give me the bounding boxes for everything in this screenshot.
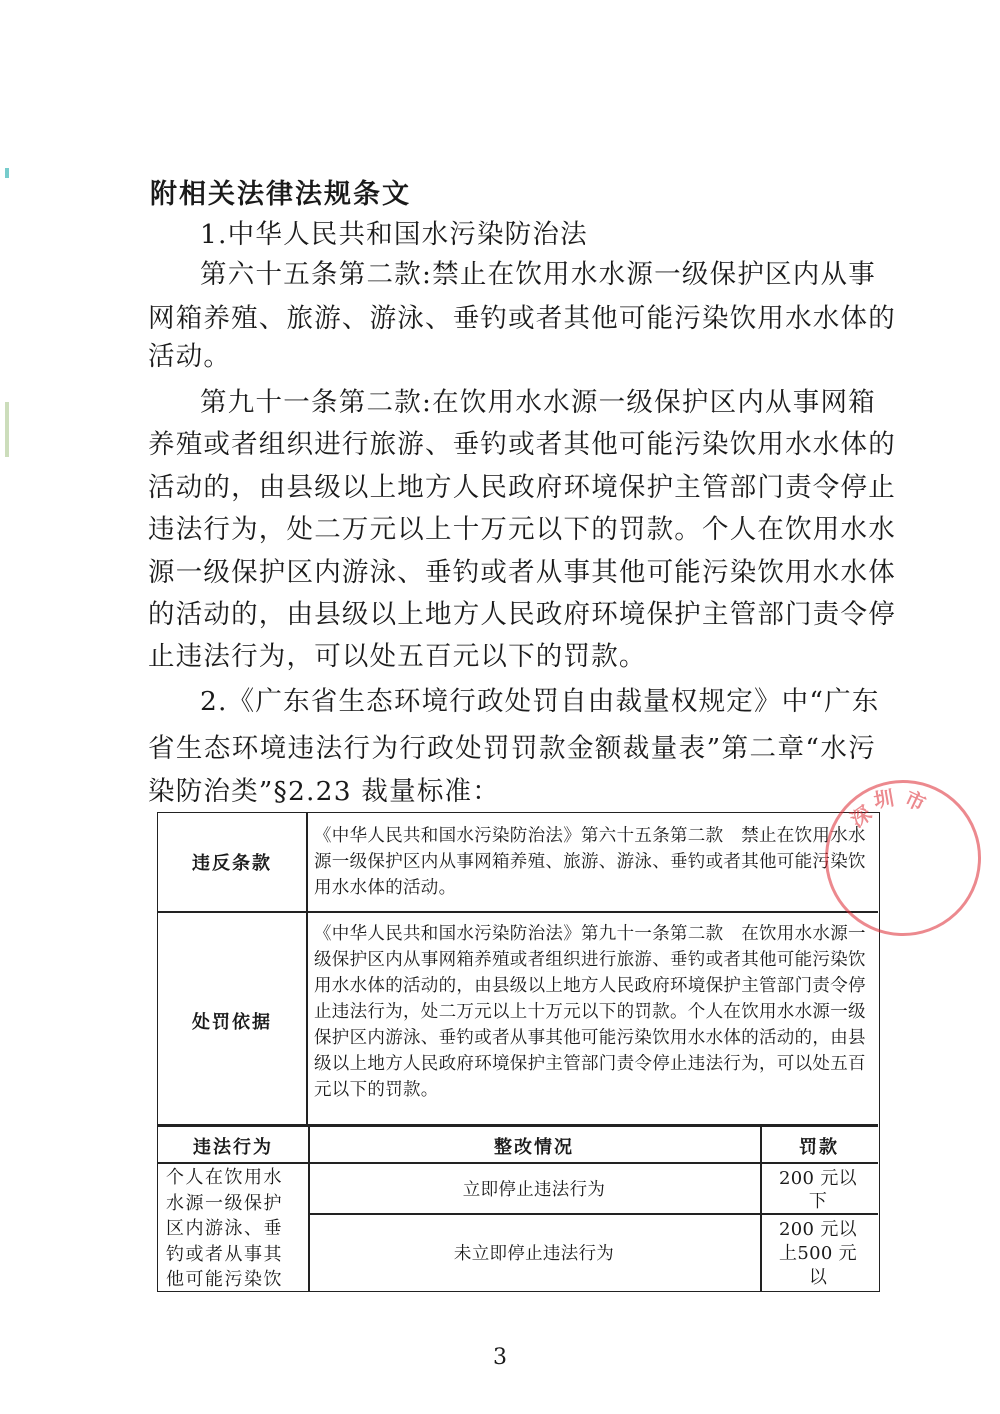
paragraph-line: 源一级保护区内游泳、垂钓或者从事其他可能污染饮用水水体 [148,557,896,588]
paragraph-line: 网箱养殖、旅游、游泳、垂钓或者其他可能污染饮用水水体的 [148,303,896,334]
paragraph-line: 的活动的，由县级以上地方人民政府环境保护主管部门责令停 [148,599,896,630]
scan-mark [5,168,9,178]
paragraph-line: 违法行为，处二万元以上十万元以下的罚款。个人在饮用水水 [148,514,896,545]
header-rectification: 整改情况 [494,1137,574,1158]
table-divider [306,813,308,1126]
law-title-1: 1.中华人民共和国水污染防治法 [200,219,588,250]
paragraph-line: 染防治类”§2.23 裁量标准： [148,776,500,807]
table-divider [308,1213,878,1215]
violated-clause-text: 《中华人民共和国水污染防治法》第六十五条第二款 禁止在饮用水水源一级保护区内从事网箱养殖、旅游、游泳、垂钓或者其他可能污染饮用水水体的活动。 [314,826,866,898]
header-fine: 罚款 [799,1137,839,1158]
header-violation: 违法行为 [193,1137,273,1158]
paragraph-line: 第九十一条第二款:在饮用水水源一级保护区内从事网箱 [200,387,876,418]
penalty-basis-text: 《中华人民共和国水污染防治法》第九十一条第二款 在饮用水水源一级保护区内从事网箱养殖或者组织进行旅游、垂钓或者其他可能污染饮用水水体的活动的，由县级以上地方人民政府环境保护主管部门责令停止违法行为，处二万元以上十万元以下的罚款。个人在饮用水水源一级保护区内游泳、垂钓或者从事其他可能污染饮用水水体的活动的，由县级以上地方人民政府环境保护主管部门责令停止违法行为，可以处五百元以下的罚款。 [314,924,866,1100]
paragraph-line: 省生态环境违法行为行政处罚罚款金额裁量表”第二章“水污 [148,733,876,764]
fine-cell: 200 元以上500 元以 [779,1219,857,1288]
paragraph-line: 养殖或者组织进行旅游、垂钓或者其他可能污染饮用水水体的 [148,429,896,460]
page-number: 3 [493,1345,507,1370]
violated-clause-label: 违反条款 [192,853,272,874]
paragraph-line: 活动。 [148,341,232,372]
fine-cell: 200 元以下 [779,1168,857,1212]
official-seal: 深 圳 市 [799,754,1000,961]
violation-behavior: 个人在饮用水水源一级保护区内游泳、垂钓或者从事其他可能污染饮 [166,1167,283,1289]
penalty-basis-label: 处罚依据 [192,1012,272,1033]
table-divider [158,1162,878,1164]
condition-cell: 未立即停止违法行为 [453,1244,615,1264]
table-divider [158,911,878,913]
paragraph-line: 活动的，由县级以上地方人民政府环境保护主管部门责令停止 [148,472,896,503]
paragraph-line: 止违法行为，可以处五百元以下的罚款。 [148,641,647,672]
scan-mark [5,402,9,457]
paragraph-line: 第六十五条第二款:禁止在饮用水水源一级保护区内从事 [200,259,876,290]
law-title-2: 2.《广东省生态环境行政处罚自由裁量权规定》中“广东 [200,686,880,717]
condition-cell: 立即停止违法行为 [462,1180,606,1200]
table-divider [158,1124,878,1127]
appendix-heading: 附相关法律法规条文 [150,179,411,210]
penalty-table [157,812,880,1292]
